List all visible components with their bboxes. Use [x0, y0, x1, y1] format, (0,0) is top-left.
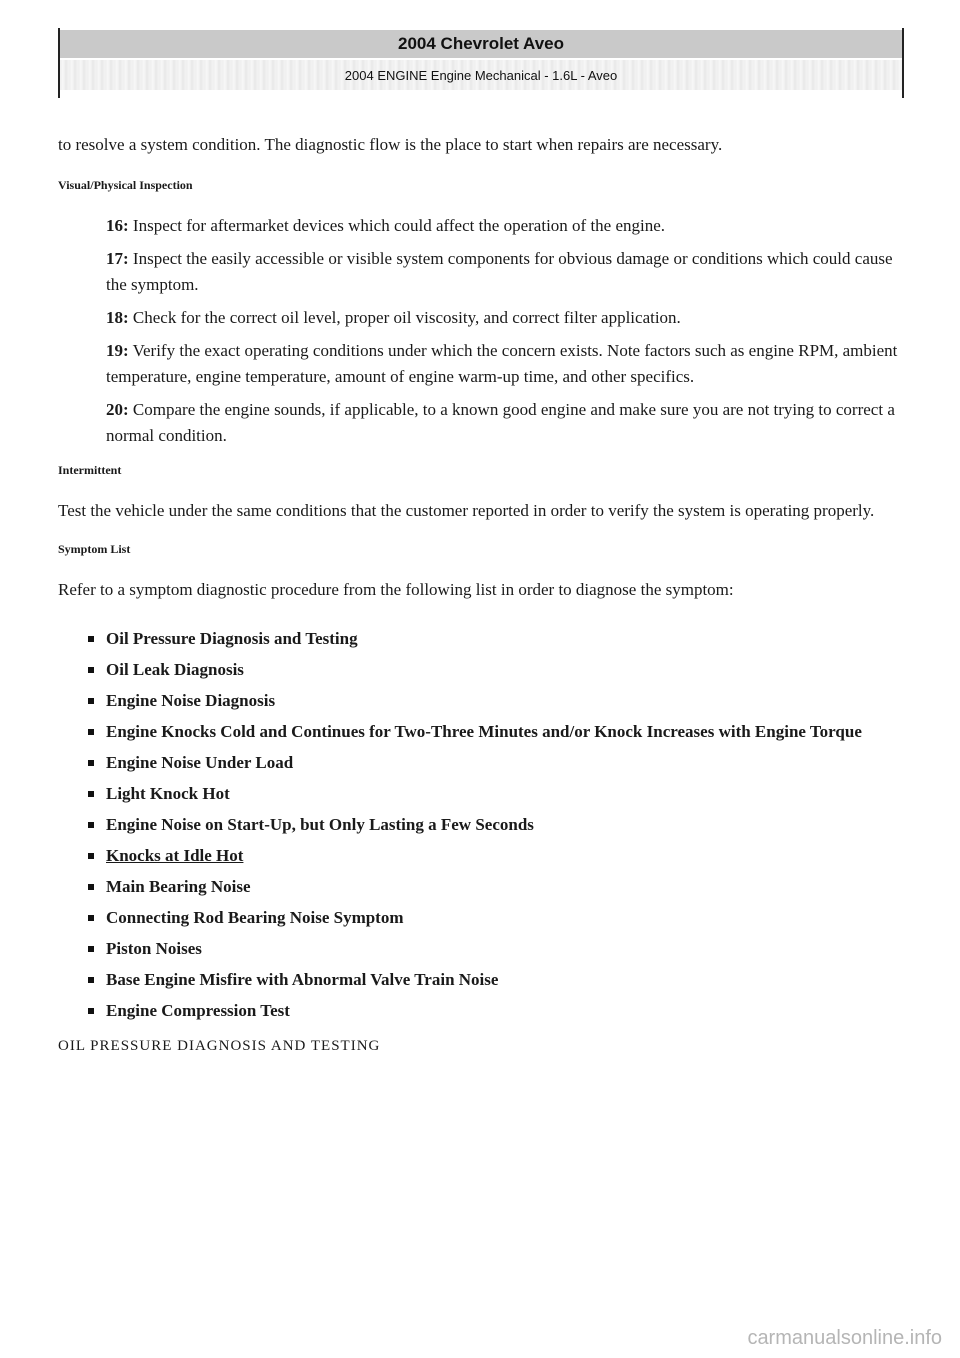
symptom-link-piston-noises[interactable]: Piston Noises: [86, 935, 898, 962]
symptom-list-paragraph: Refer to a symptom diagnostic procedure from the following list in order to diagnose the symptom:: [58, 580, 734, 599]
symptom-link-misfire-valve-train[interactable]: Base Engine Misfire with Abnormal Valve Train Noise: [86, 966, 898, 993]
step-16: 16: Inspect for aftermarket devices which could affect the operation of the engine.: [106, 216, 666, 235]
step-18: 18: Check for the correct oil level, proper oil viscosity, and correct filter application.: [106, 308, 681, 327]
symptom-link-compression-test[interactable]: Engine Compression Test: [86, 997, 898, 1024]
inspection-steps: [58, 213, 898, 449]
step-19: 19: Verify the exact operating conditions under which the concern exists. Note factors such as engine RPM, ambient temperature, engine temperature, amount of engine warm-up time, and other specifics.: [106, 341, 898, 386]
watermark: carmanualsonline.info: [747, 1327, 942, 1349]
step-17: 17: Inspect the easily accessible or visible system components for obvious damage or conditions which could cause the symptom.: [106, 249, 893, 294]
symptom-link-light-knock-hot[interactable]: Light Knock Hot: [86, 780, 898, 807]
symptom-list-heading: Symptom List: [58, 542, 131, 556]
symptom-link-oil-pressure[interactable]: Oil Pressure Diagnosis and Testing: [86, 625, 898, 652]
symptom-link-knocks-cold[interactable]: Engine Knocks Cold and Continues for Two-Three Minutes and/or Knock Increases with Engine Torque: [86, 718, 898, 745]
symptom-list: [58, 625, 898, 1024]
symptom-link-engine-noise[interactable]: Engine Noise Diagnosis: [86, 687, 898, 714]
symptom-link-oil-leak[interactable]: Oil Leak Diagnosis: [86, 656, 898, 683]
symptom-link-noise-under-load[interactable]: Engine Noise Under Load: [86, 749, 898, 776]
document-title: 2004 Chevrolet Aveo: [60, 30, 902, 58]
intermittent-heading: Intermittent: [58, 463, 122, 477]
symptom-link-knocks-idle-hot[interactable]: Knocks at Idle Hot: [86, 842, 898, 869]
document-body: [58, 132, 898, 1055]
document-subtitle: 2004 ENGINE Engine Mechanical - 1.6L - Aveo: [60, 60, 902, 90]
oil-pressure-section-heading: OIL PRESSURE DIAGNOSIS AND TESTING: [58, 1038, 381, 1054]
intro-paragraph: to resolve a system condition. The diagnostic flow is the place to start when repairs are necessary.: [58, 135, 723, 154]
symptom-link-noise-start-up[interactable]: Engine Noise on Start-Up, but Only Lasting a Few Seconds: [86, 811, 898, 838]
step-20: 20: Compare the engine sounds, if applicable, to a known good engine and make sure you are not trying to correct a normal condition.: [106, 400, 895, 445]
symptom-link-connecting-rod[interactable]: Connecting Rod Bearing Noise Symptom: [86, 904, 898, 931]
intermittent-paragraph: Test the vehicle under the same conditions that the customer reported in order to verify the system is operating properly.: [58, 501, 875, 520]
symptom-link-main-bearing[interactable]: Main Bearing Noise: [86, 873, 898, 900]
document-header: [58, 28, 904, 98]
visual-inspection-heading: Visual/Physical Inspection: [58, 178, 193, 192]
